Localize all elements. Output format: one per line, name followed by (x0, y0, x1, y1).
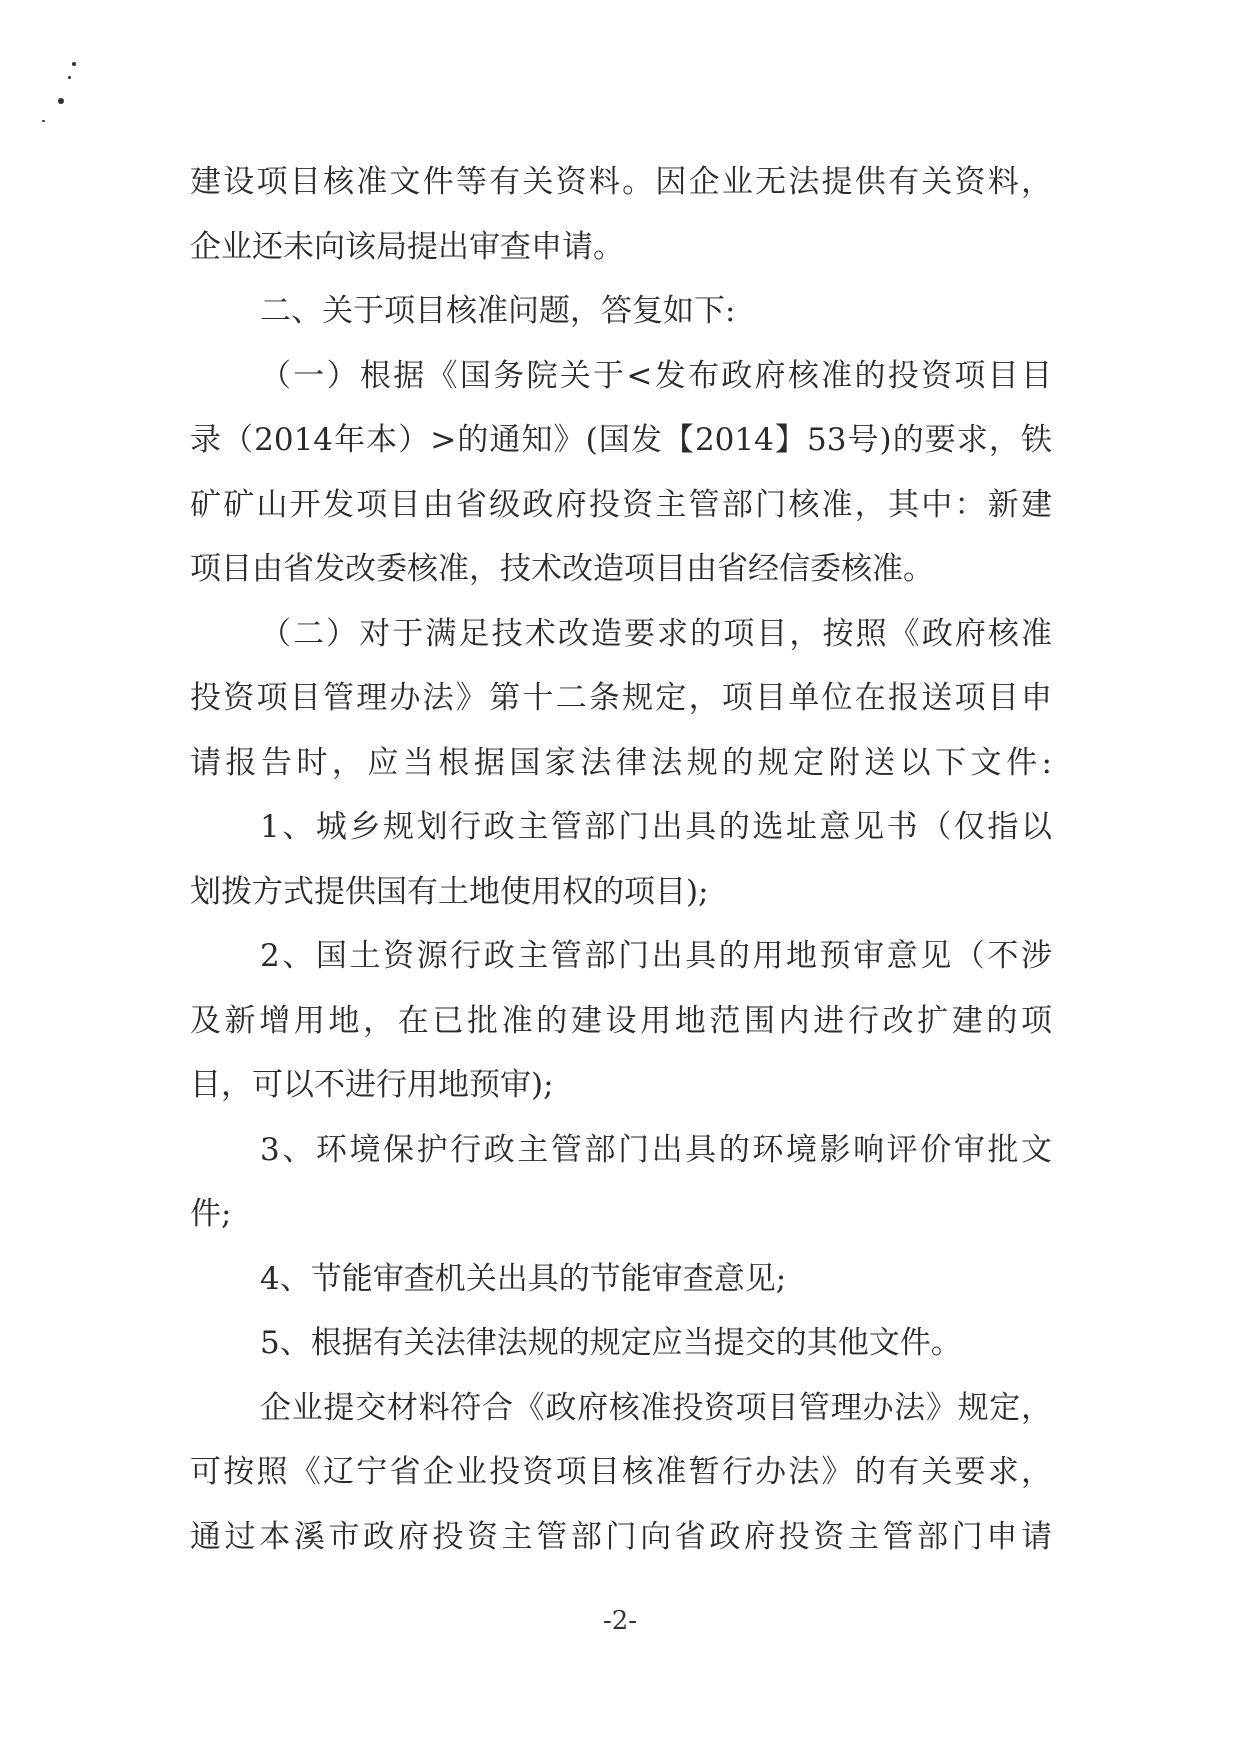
list-item-text: 划拨方式提供国有土地使用权的项目); (190, 873, 709, 910)
text-line: （一）根据《国务院关于<发布政府核准的投资项目目 (260, 357, 1052, 394)
text-line: 投资项目管理办法》第十二条规定，项目单位在报送项目申 (190, 680, 1052, 716)
list-item-text: 3、环境保护行政主管部门出具的环境影响评价审批文 (260, 1131, 1052, 1168)
text-line: 企业还未向该局提出审查申请。 (190, 228, 624, 265)
text-line: 建设项目核准文件等有关资料。因企业无法提供有关资料， (190, 164, 1052, 200)
text-line: 通过本溪市政府投资主管部门向省政府投资主管部门申请 (190, 1518, 1052, 1555)
text-line: 录（2014年本）>的通知》(国发【2014】53号)的要求，铁 (190, 422, 1052, 458)
list-item-text: 件; (190, 1196, 232, 1232)
text-line: 项目由省发改委核准，技术改造项目由省经信委核准。 (190, 551, 934, 587)
list-item-text: 2、国土资源行政主管部门出具的用地预审意见（不涉 (260, 938, 1052, 974)
text-line: （二）对于满足技术改造要求的项目，按照《政府核准 (260, 615, 1052, 652)
list-item-text: 及新增用地，在已批准的建设用地范围内进行改扩建的项 (190, 1002, 1052, 1039)
list-item-text: 5、根据有关法律法规的规定应当提交的其他文件。 (260, 1325, 962, 1361)
list-item-text: 4、节能审查机关出具的节能审查意见; (260, 1260, 787, 1297)
document-body (190, 150, 1052, 1569)
text-line: 矿矿山开发项目由省级政府投资主管部门核准，其中：新建 (190, 486, 1052, 523)
text-line: 请报告时，应当根据国家法律法规的规定附送以下文件: (190, 744, 1052, 781)
page-number: -2- (602, 1606, 638, 1636)
section-heading: 二、关于项目核准问题，答复如下: (260, 293, 736, 329)
text-line: 可按照《辽宁省企业投资项目核准暂行办法》的有关要求， (190, 1454, 1052, 1490)
text-line: 企业提交材料符合《政府核准投资项目管理办法》规定， (260, 1389, 1052, 1426)
list-item-text: 1、城乡规划行政主管部门出具的选址意见书（仅指以 (260, 809, 1052, 845)
list-item-text: 目，可以不进行用地预审); (190, 1067, 554, 1103)
